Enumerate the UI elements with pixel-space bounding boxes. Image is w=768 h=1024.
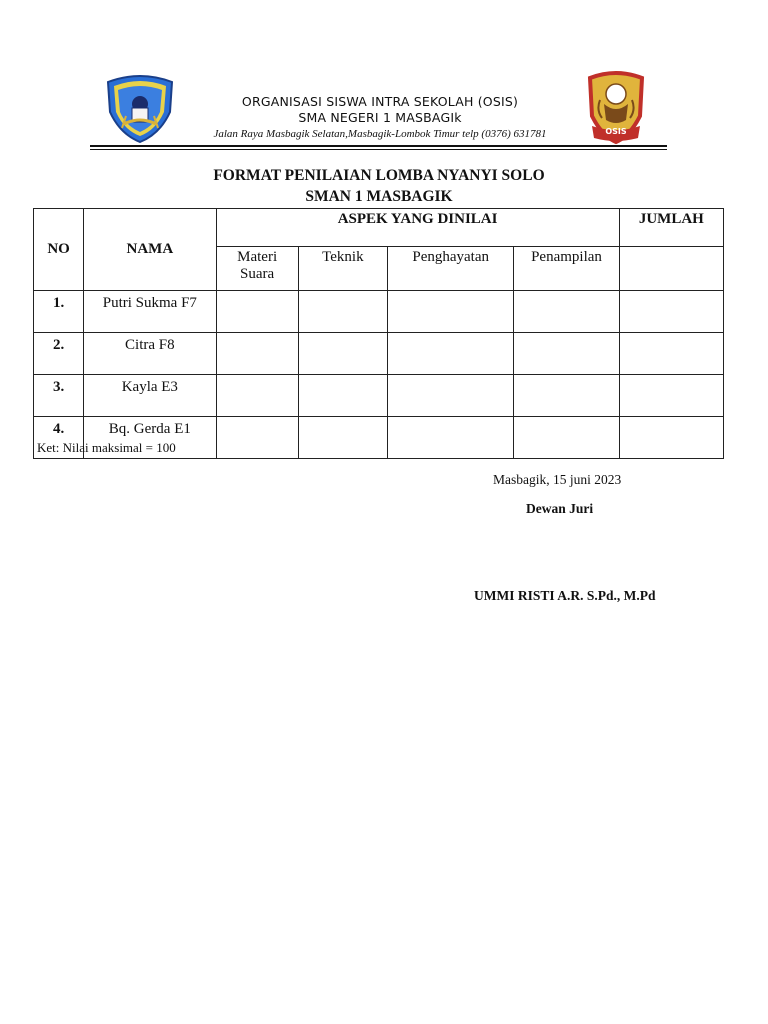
document-subtitle: SMAN 1 MASBAGIK	[305, 188, 453, 205]
score-cell[interactable]	[514, 291, 619, 333]
score-cell[interactable]	[388, 291, 514, 333]
score-cell[interactable]	[514, 333, 619, 375]
score-cell[interactable]	[216, 333, 298, 375]
row-no: 3.	[34, 375, 84, 417]
score-cell[interactable]	[216, 291, 298, 333]
table-row	[34, 333, 724, 375]
score-cell[interactable]	[216, 375, 298, 417]
header-rule-thick	[90, 145, 667, 147]
score-cell[interactable]	[388, 333, 514, 375]
row-no: 4.	[34, 417, 84, 459]
header-aspek: ASPEK YANG DINILAI	[216, 209, 619, 247]
header-jumlah-blank	[619, 247, 723, 291]
header-materi-suara	[216, 247, 298, 291]
score-cell[interactable]	[298, 333, 387, 375]
header-jumlah: JUMLAH	[619, 209, 723, 247]
total-cell[interactable]	[619, 417, 723, 459]
row-no: 2.	[34, 333, 84, 375]
score-cell[interactable]	[298, 417, 387, 459]
header-teknik: Teknik	[298, 247, 387, 291]
header-rule-thin	[90, 149, 667, 150]
row-nama: Citra F8	[84, 333, 216, 375]
note-max-score: Ket: Nilai maksimal = 100	[37, 440, 176, 455]
header-penampilan: Penampilan	[514, 247, 619, 291]
school-address: Jalan Raya Masbagik Selatan,Masbagik-Lombok Timur telp (0376) 631781	[213, 128, 547, 140]
score-cell[interactable]	[514, 375, 619, 417]
org-name: ORGANISASI SISWA INTRA SEKOLAH (OSIS)	[241, 94, 519, 109]
signatory-name: UMMI RISTI A.R. S.Pd., M.Pd	[474, 588, 656, 603]
total-cell[interactable]	[619, 333, 723, 375]
place-date: Masbagik, 15 juni 2023	[493, 472, 622, 487]
header-penghayatan: Penghayatan	[388, 247, 514, 291]
header-materi-line2: Suara	[240, 266, 275, 282]
total-cell[interactable]	[619, 375, 723, 417]
header-materi-line1: Materi	[237, 249, 278, 265]
row-nama: Kayla E3	[84, 375, 216, 417]
score-table	[33, 208, 724, 459]
total-cell[interactable]	[619, 291, 723, 333]
score-cell[interactable]	[388, 375, 514, 417]
row-nama: Putri Sukma F7	[84, 291, 216, 333]
score-cell[interactable]	[216, 417, 298, 459]
signatory-role: Dewan Juri	[526, 501, 594, 516]
score-cell[interactable]	[298, 291, 387, 333]
row-nama: Bq. Gerda E1	[84, 417, 216, 459]
table-row	[34, 375, 724, 417]
row-no: 1.	[34, 291, 84, 333]
score-cell[interactable]	[388, 417, 514, 459]
header-no: NO	[34, 209, 84, 291]
table-row	[34, 291, 724, 333]
score-cell[interactable]	[298, 375, 387, 417]
document-title: FORMAT PENILAIAN LOMBA NYANYI SOLO	[213, 167, 545, 184]
header-nama: NAMA	[84, 209, 216, 291]
osis-logo-text: OSIS	[605, 127, 627, 136]
score-cell[interactable]	[514, 417, 619, 459]
school-name: SMA NEGERI 1 MASBAGIk	[298, 110, 462, 125]
